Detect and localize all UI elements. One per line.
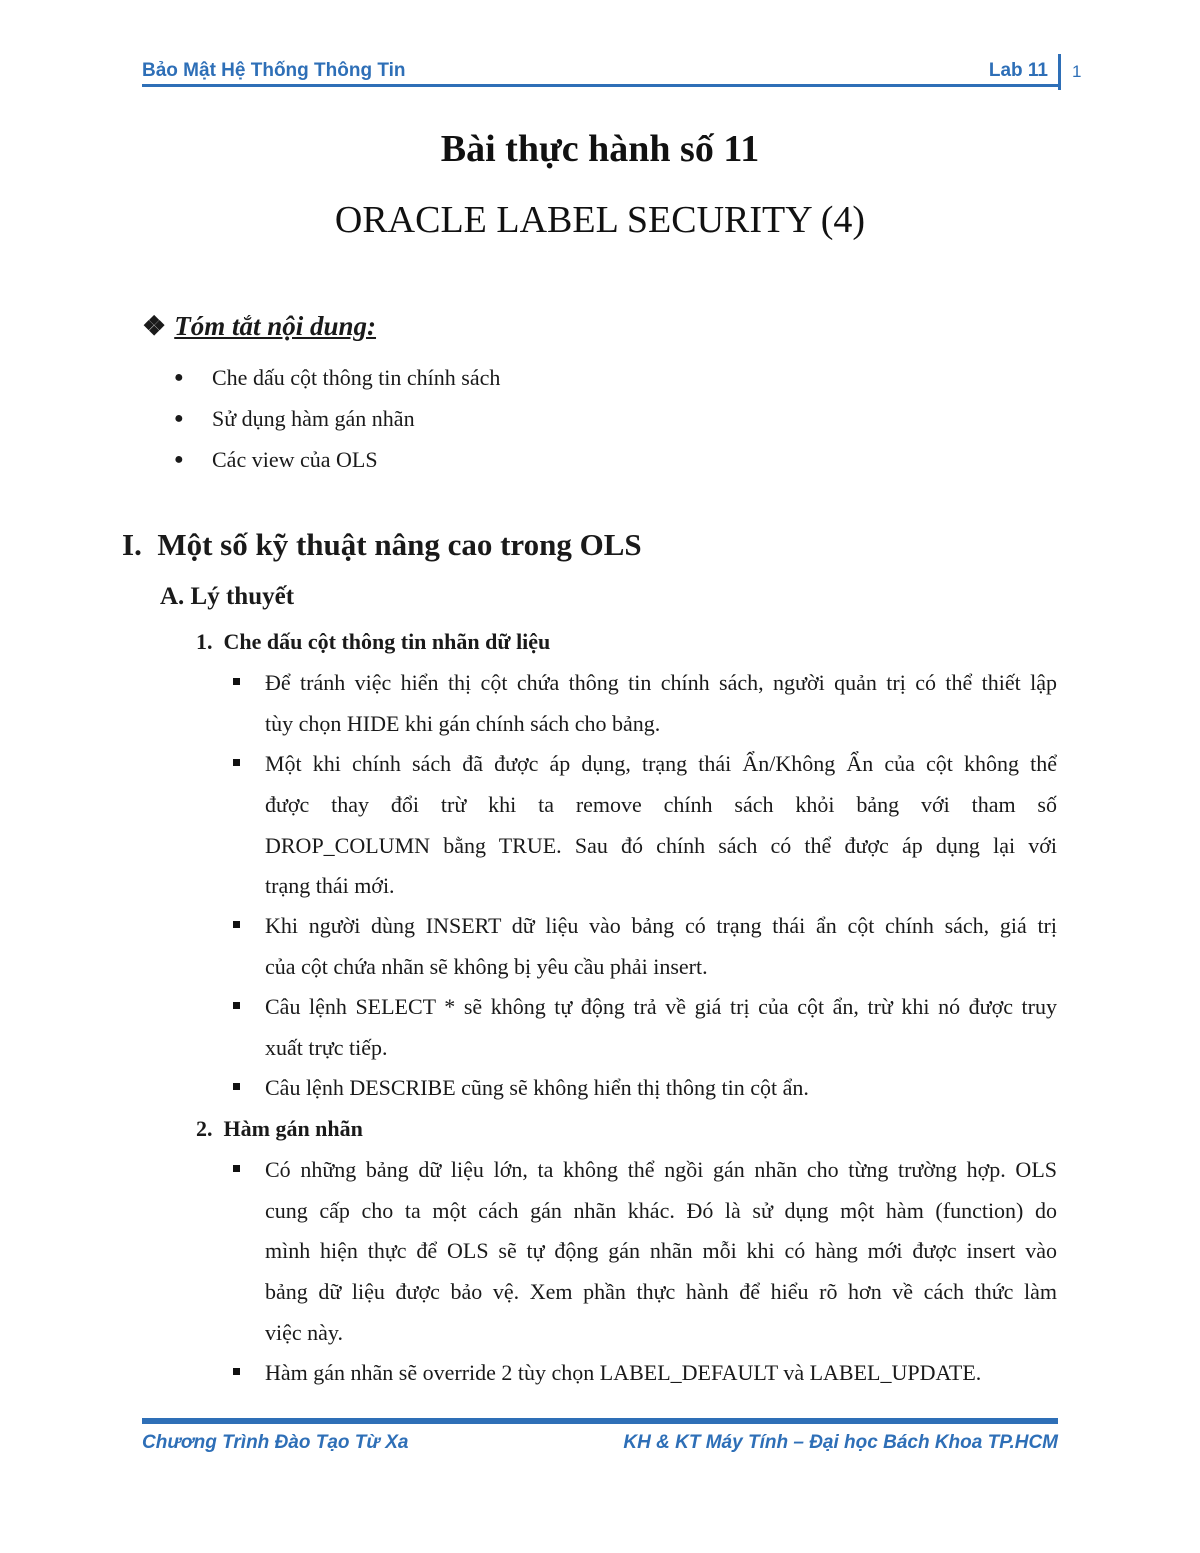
paragraph-line: Có những bảng dữ liệu lớn, ta không thể ngồi gán nhãn cho từng trường hợp. OLS	[265, 1157, 1057, 1182]
summary-item: Sử dụng hàm gán nhãn	[212, 406, 415, 431]
paragraph-line: cung cấp cho ta một cách gán nhãn khác. Đó là sử dụng một hàm (function) do	[265, 1198, 1057, 1223]
square-bullet-icon	[233, 921, 240, 928]
bullet-dot-icon: ●	[174, 451, 184, 468]
paragraph-line: Hàm gán nhãn sẽ override 2 tùy chọn LABEL_DEFAULT và LABEL_UPDATE.	[265, 1360, 982, 1385]
paragraph-line: DROP_COLUMN bằng TRUE. Sau đó chính sách có thể được áp dụng lại với	[265, 833, 1057, 858]
header-separator	[1058, 54, 1061, 90]
paragraph-line: trạng thái mới.	[265, 873, 395, 898]
header-rule	[142, 84, 1058, 87]
paragraph-line: Khi người dùng INSERT dữ liệu vào bảng có trạng thái ẩn cột chính sách, giá trị	[265, 913, 1057, 938]
paragraph-line: Một khi chính sách đã được áp dụng, trạng thái Ẩn/Không Ẩn của cột không thể	[265, 751, 1057, 776]
paragraph-line: tùy chọn HIDE khi gán chính sách cho bảng.	[265, 711, 661, 736]
diamond-bullet-icon: ❖	[142, 311, 167, 341]
paragraph-line: được thay đổi trừ khi ta remove chính sách khỏi bảng với tham số	[265, 792, 1057, 817]
paragraph-line: bảng dữ liệu được bảo vệ. Xem phần thực hành để hiểu rõ hơn về cách thức làm	[265, 1279, 1057, 1304]
paragraph-line: của cột chứa nhãn sẽ không bị yêu cầu phải insert.	[265, 954, 708, 979]
summary-heading	[142, 311, 376, 342]
topic-number: 1.	[196, 629, 213, 654]
topic-number: 2.	[196, 1116, 213, 1141]
header-lab-label: Lab 11	[988, 60, 1048, 81]
square-bullet-icon	[233, 1083, 240, 1090]
paragraph-line: Câu lệnh SELECT * sẽ không tự động trả về giá trị của cột ẩn, trừ khi nó được truy	[265, 994, 1057, 1019]
document-title: Bài thực hành số 11	[440, 128, 760, 170]
paragraph-line: Câu lệnh DESCRIBE cũng sẽ không hiển thị thông tin cột ẩn.	[265, 1075, 809, 1100]
section-number: I.	[122, 527, 142, 562]
footer-rule	[142, 1418, 1058, 1424]
footer-program: Chương Trình Đào Tạo Từ Xa	[142, 1432, 409, 1453]
paragraph-line: việc này.	[265, 1320, 343, 1345]
summary-item: Che dấu cột thông tin chính sách	[212, 365, 501, 390]
topic-heading	[196, 629, 550, 655]
paragraph-line: xuất trực tiếp.	[265, 1035, 388, 1060]
section-title: Một số kỹ thuật nâng cao trong OLS	[157, 527, 642, 562]
square-bullet-icon	[233, 678, 240, 685]
bullet-dot-icon: ●	[174, 410, 184, 427]
header-course-title: Bảo Mật Hệ Thống Thông Tin	[142, 60, 406, 81]
square-bullet-icon	[233, 1165, 240, 1172]
square-bullet-icon	[233, 759, 240, 766]
paragraph-line: mình hiện thực để OLS sẽ tự động gán nhãn mỗi khi có hàng mới được insert vào	[265, 1238, 1057, 1263]
document-subtitle: ORACLE LABEL SECURITY (4)	[334, 199, 866, 241]
section-heading	[122, 527, 642, 563]
footer-faculty: KH & KT Máy Tính – Đại học Bách Khoa TP.HCM	[623, 1432, 1058, 1453]
bullet-dot-icon: ●	[174, 369, 184, 386]
square-bullet-icon	[233, 1002, 240, 1009]
summary-heading-text: Tóm tắt nội dung:	[174, 311, 377, 341]
topic-title: Che dấu cột thông tin nhãn dữ liệu	[223, 629, 551, 654]
square-bullet-icon	[233, 1368, 240, 1375]
topic-title: Hàm gán nhãn	[223, 1116, 363, 1141]
page-number: 1	[1072, 62, 1082, 81]
topic-heading	[196, 1116, 363, 1142]
summary-item: Các view của OLS	[212, 447, 378, 472]
paragraph-line: Để tránh việc hiển thị cột chứa thông tin chính sách, người quản trị có thể thiết lập	[265, 670, 1057, 695]
subsection-heading: A. Lý thuyết	[160, 583, 295, 610]
